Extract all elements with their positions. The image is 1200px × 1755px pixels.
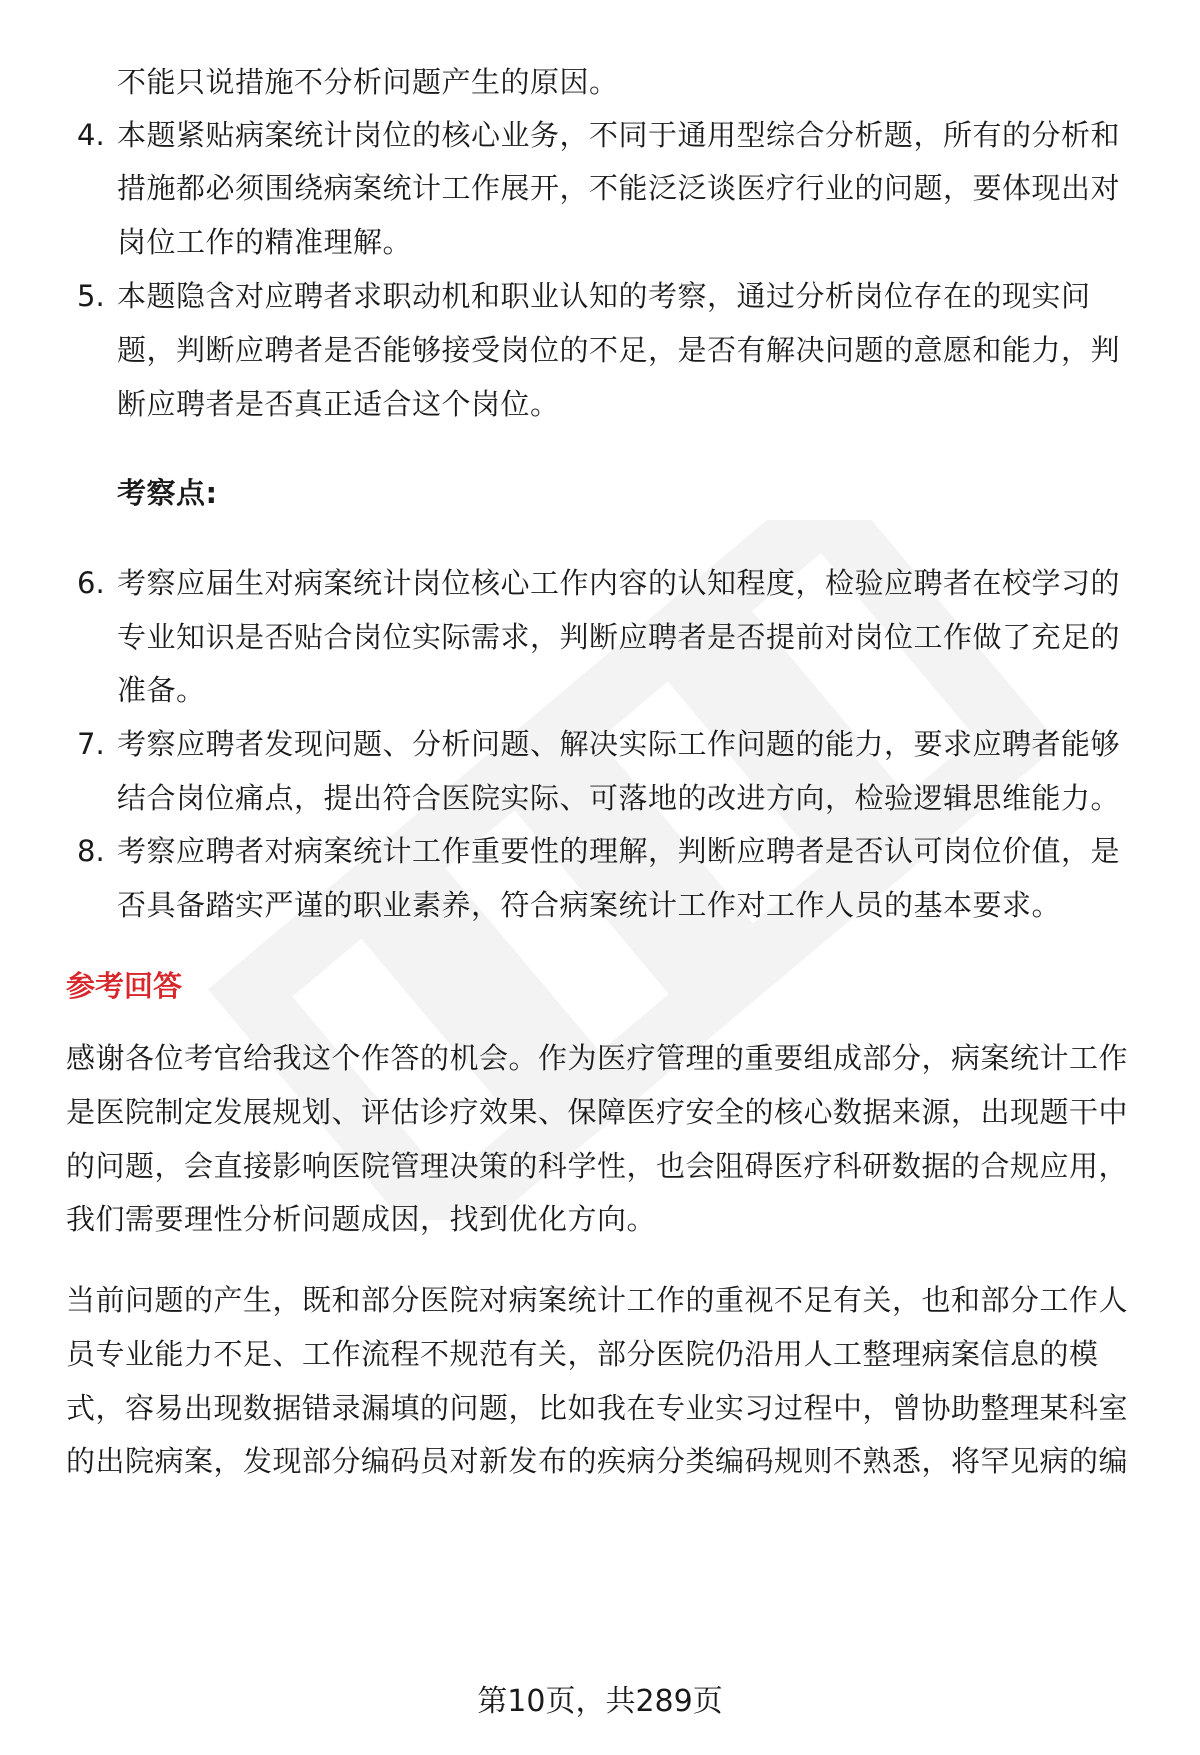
list-item-line: 岗位工作的精准理解。 <box>117 225 413 259</box>
list-item-line: 结合岗位痛点，提出符合医院实际、可落地的改进方向，检验逻辑思维能力。 <box>117 781 1121 815</box>
paragraph-line: 感谢各位考官给我这个作答的机会。作为医疗管理的重要组成部分，病案统计工作 <box>66 1041 1129 1075</box>
list-item-line: 专业知识是否贴合岗位实际需求，判断应聘者是否提前对岗位工作做了充足的 <box>117 620 1121 654</box>
list-item-line: 题，判断应聘者是否能够接受岗位的不足，是否有解决问题的意愿和能力，判 <box>117 333 1121 367</box>
continuation-text: 不能只说措施不分析问题产生的原因。 <box>117 65 619 99</box>
page-number-footer: 第10页，共289页 <box>477 1684 723 1719</box>
list-item-line: 考察应届生对病案统计岗位核心工作内容的认知程度，检验应聘者在校学习的 <box>117 566 1121 600</box>
paragraph-line: 员专业能力不足、工作流程不规范有关，部分医院仍沿用人工整理病案信息的模 <box>66 1337 1099 1371</box>
paragraph-line: 我们需要理性分析问题成因，找到优化方向。 <box>66 1202 657 1236</box>
list-number: 4. <box>77 118 105 152</box>
exam-points-heading: 考察点: <box>117 476 218 510</box>
paragraph-line: 式，容易出现数据错录漏填的问题，比如我在专业实习过程中，曾协助整理某科室 <box>66 1391 1129 1425</box>
list-item-line: 考察应聘者对病案统计工作重要性的理解，判断应聘者是否认可岗位价值，是 <box>117 834 1121 868</box>
list-item-line: 考察应聘者发现问题、分析问题、解决实际工作问题的能力，要求应聘者能够 <box>117 727 1121 761</box>
list-item-line: 准备。 <box>117 673 206 707</box>
list-item-line: 否具备踏实严谨的职业素养，符合病案统计工作对工作人员的基本要求。 <box>117 888 1062 922</box>
paragraph-line: 当前问题的产生，既和部分医院对病案统计工作的重视不足有关，也和部分工作人 <box>66 1283 1129 1317</box>
paragraph-line: 的问题，会直接影响医院管理决策的科学性，也会阻碍医疗科研数据的合规应用， <box>66 1149 1129 1183</box>
list-number: 5. <box>77 279 105 313</box>
list-number: 7. <box>77 727 105 761</box>
list-item-line: 本题隐含对应聘者求职动机和职业认知的考察，通过分析岗位存在的现实问 <box>117 279 1091 313</box>
list-number: 6. <box>77 566 105 600</box>
list-item-line: 本题紧贴病案统计岗位的核心业务，不同于通用型综合分析题，所有的分析和 <box>117 118 1121 152</box>
list-item-line: 措施都必须围绕病案统计工作展开，不能泛泛谈医疗行业的问题，要体现出对 <box>117 171 1121 205</box>
paragraph-line: 是医院制定发展规划、评估诊疗效果、保障医疗安全的核心数据来源，出现题干中 <box>66 1095 1129 1129</box>
paragraph-line: 的出院病案，发现部分编码员对新发布的疾病分类编码规则不熟悉，将罕见病的编 <box>66 1444 1129 1478</box>
list-number: 8. <box>77 834 105 868</box>
answer-heading: 参考回答 <box>66 969 183 1003</box>
list-item-line: 断应聘者是否真正适合这个岗位。 <box>117 387 560 421</box>
